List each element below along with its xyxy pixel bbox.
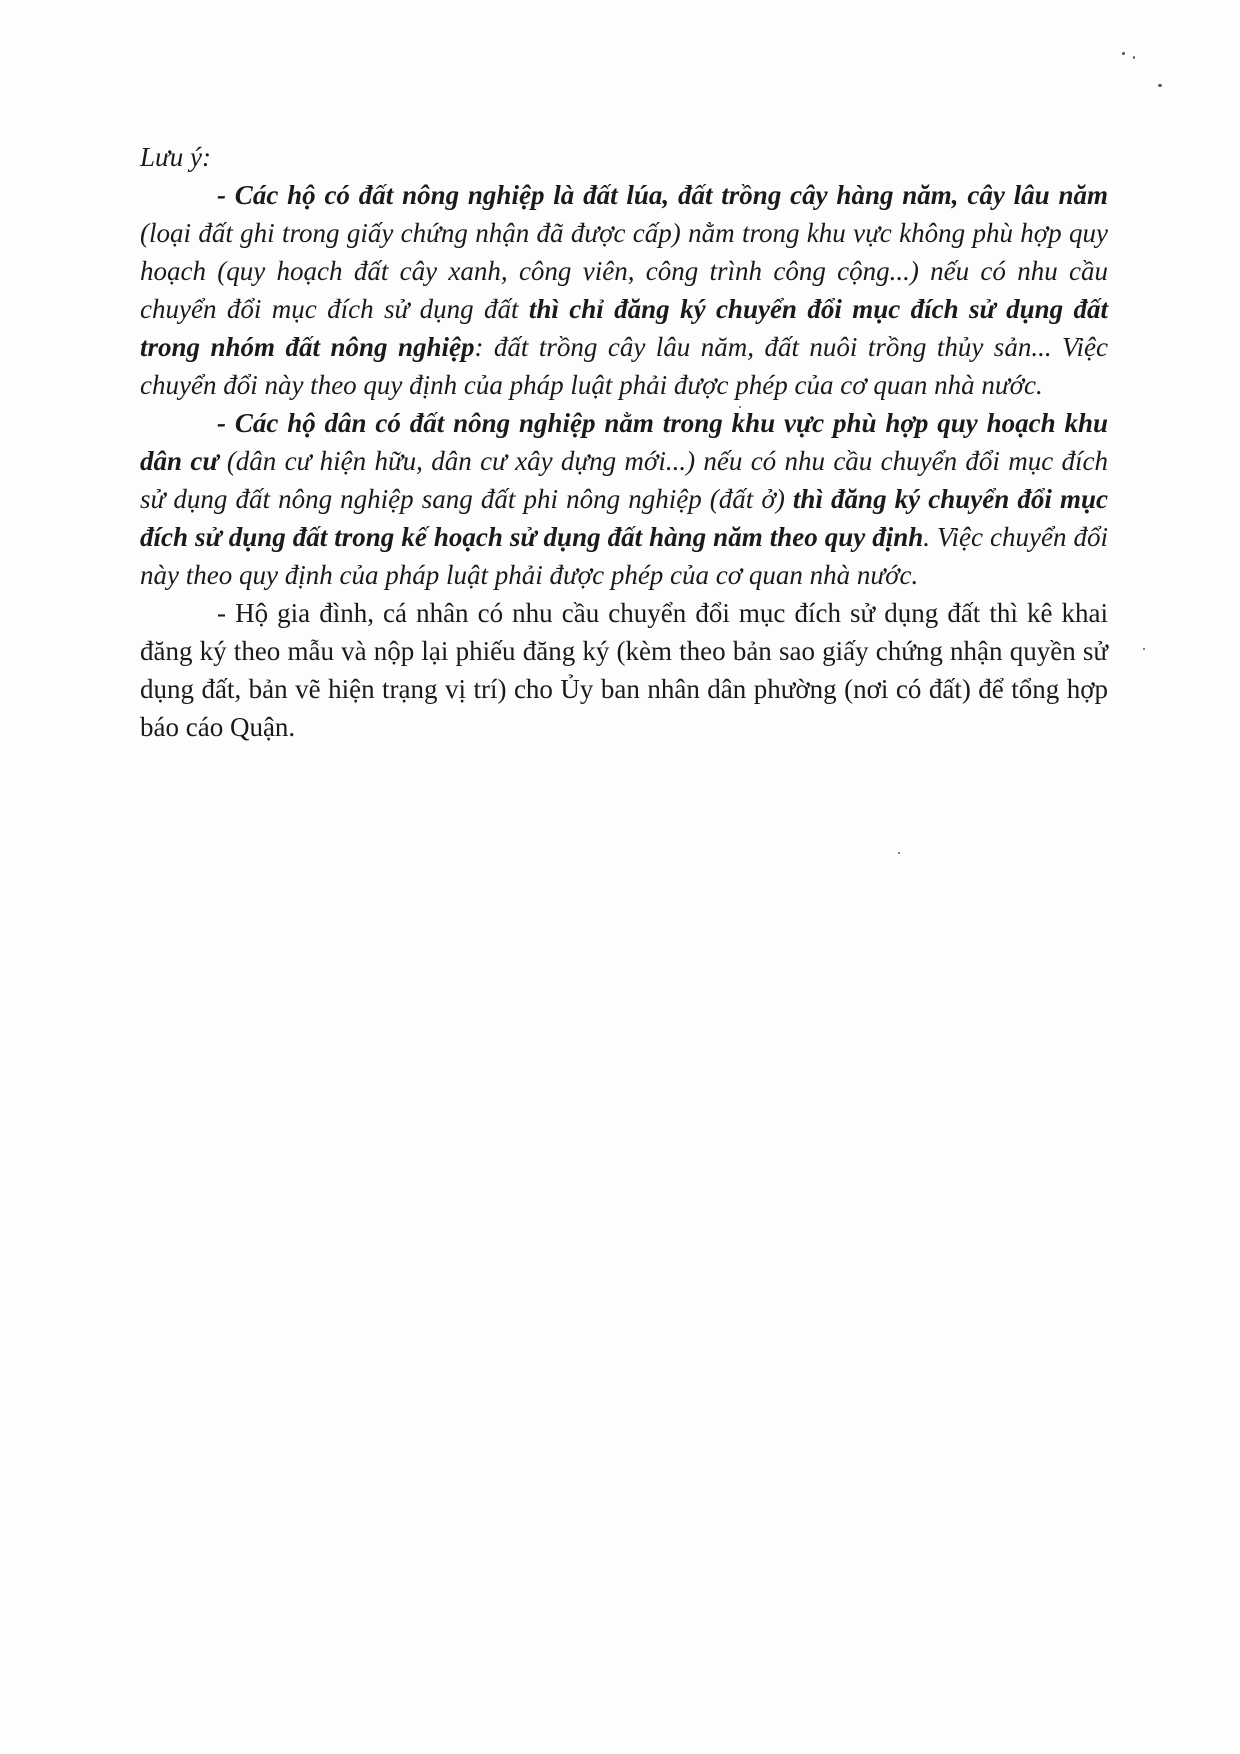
scan-speck — [739, 406, 741, 408]
notes-heading: Lưu ý: — [140, 142, 211, 172]
note-paragraph-2 — [140, 404, 1108, 594]
note-2-run-2: (dân cư hiện hữu, dân cư xây dựng mới...) nếu có nhu cầu chuyển đổi mục đích sử dụng đất nông nghiệp sang đất phi nông nghiệp (đất ở) — [140, 446, 1108, 514]
scan-speck — [1158, 84, 1162, 87]
scan-speck — [1133, 56, 1135, 59]
note-1-run-2: (loại đất ghi trong giấy chứng nhận đã được cấp) nằm trong khu vực không phù hợp quy hoạch (quy hoạch đất cây xanh, công viên, công trình công cộng...) nếu có nhu cầu chuyển đổi mục đích sử dụng đất — [140, 218, 1108, 324]
note-paragraph-3 — [140, 594, 1108, 746]
scan-speck — [1143, 648, 1145, 650]
note-paragraph-1 — [140, 176, 1108, 404]
note-1-run-3: thì chỉ đăng ký chuyển đổi mục đích sử dụng đất trong nhóm đất nông nghiệp — [140, 294, 1108, 362]
note-1-run-1: - Các hộ có đất nông nghiệp là đất lúa, đất trồng cây hàng năm, cây lâu năm — [217, 180, 1108, 210]
document-body — [140, 138, 1108, 746]
note-1-run-4: : đất trồng cây lâu năm, đất nuôi trồng thủy sản... Việc chuyển đổi này theo quy định của pháp luật phải được phép của cơ quan nhà nước. — [140, 332, 1108, 400]
note-2-run-1: - Các hộ dân có đất nông nghiệp nằm trong khu vực phù hợp quy hoạch khu dân cư — [140, 408, 1108, 476]
note-3-run-1: - Hộ gia đình, cá nhân có nhu cầu chuyển đổi mục đích sử dụng đất thì kê khai đăng ký theo mẫu và nộp lại phiếu đăng ký (kèm theo bản sao giấy chứng nhận quyền sử dụng đất, bản vẽ hiện trạng vị trí) cho Ủy ban nhân dân phường (nơi có đất) để tổng hợp báo cáo Quận. — [140, 598, 1108, 742]
scan-speck — [1122, 52, 1125, 55]
scan-speck — [898, 852, 900, 854]
note-2-run-4: . Việc chuyển đổi này theo quy định của pháp luật phải được phép của cơ quan nhà nước. — [140, 522, 1108, 590]
note-2-run-3: thì đăng ký chuyển đổi mục đích sử dụng đất trong kế hoạch sử dụng đất hàng năm theo quy định — [140, 484, 1108, 552]
